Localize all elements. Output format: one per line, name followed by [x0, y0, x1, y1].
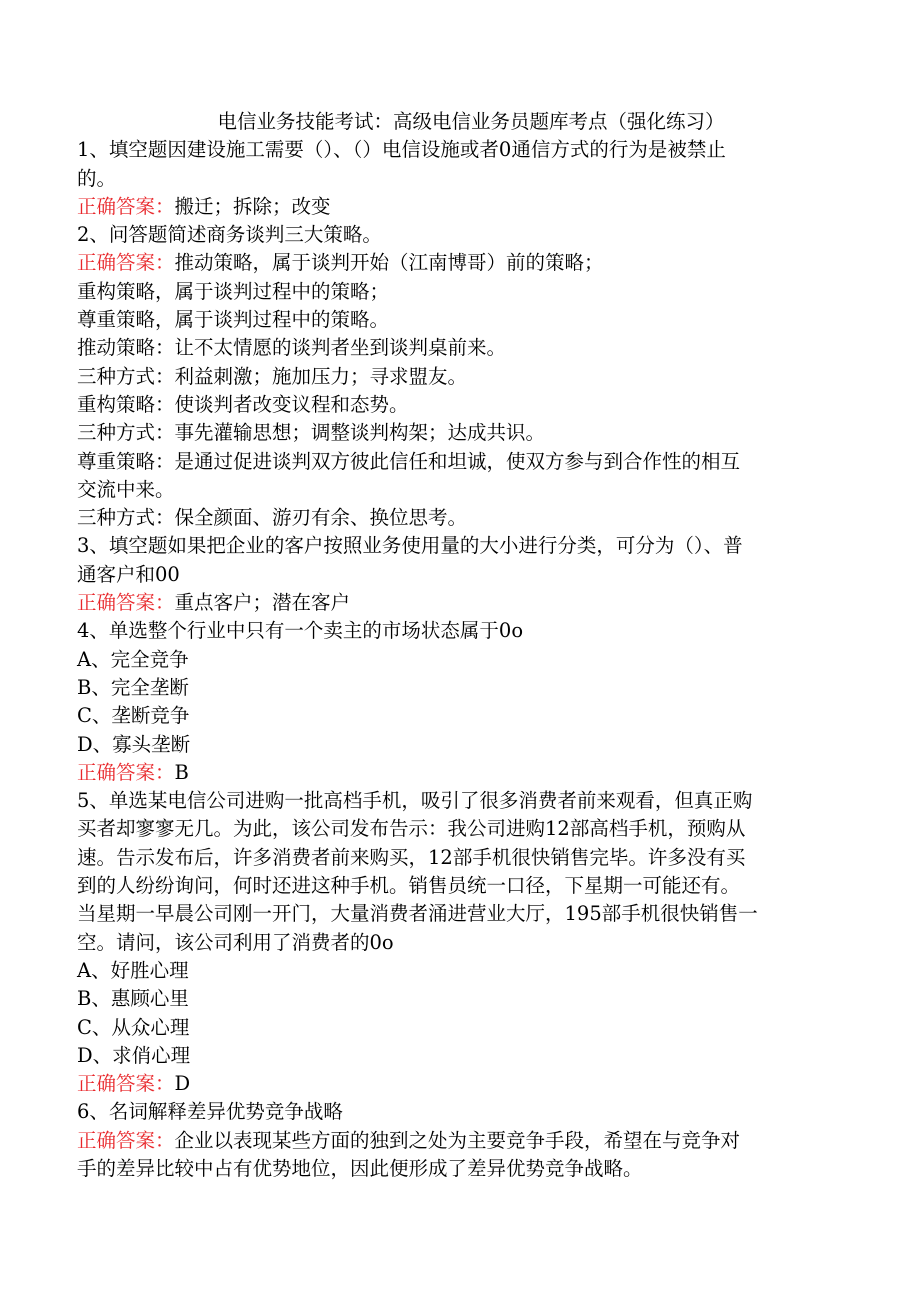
- question-stem-line: 通客户和00: [77, 562, 180, 586]
- question-stem-line: 速。告示发布后，许多消费者前来购买，12部手机很快销售完毕。许多没有买: [77, 845, 746, 869]
- question-block: [77, 532, 847, 617]
- answer-text: D: [174, 1072, 191, 1096]
- question-stem-line: 4、单选整个行业中只有一个卖主的市场状态属于0o: [77, 619, 524, 643]
- answer-label: 正确答案：: [77, 194, 175, 218]
- option-line: D、寡头垄断: [77, 732, 191, 756]
- option-line: A、完全竞争: [77, 647, 189, 671]
- answer-label: 正确答案：: [77, 760, 175, 784]
- answer-detail-line: 三种方式：事先灌输思想；调整谈判构架；达成共识。: [77, 421, 546, 445]
- answer-line: [77, 759, 847, 787]
- answer-detail-line: 尊重策略：是通过促进谈判双方彼此信任和坦诚，使双方参与到合作性的相互: [77, 449, 741, 473]
- answer-text: 重点客户；潜在客户: [174, 591, 351, 615]
- answer-detail-line: 三种方式：利益刺激；施加压力；寻求盟友。: [77, 364, 468, 388]
- question-stem-line: 1、填空题因建设施工需要（）、（）电信设施或者0通信方式的行为是被禁止: [77, 138, 726, 162]
- answer-label: 正确答案：: [77, 591, 175, 615]
- question-block: [77, 617, 847, 787]
- answer-label: 正确答案：: [77, 1128, 175, 1152]
- question-block: [77, 221, 847, 532]
- answer-line: [77, 589, 847, 617]
- answer-line: [77, 249, 847, 277]
- answer-detail-line: 交流中来。: [77, 477, 175, 501]
- question-stem-line: 当星期一早晨公司刚一开门，大量消费者涌进营业大厅，195部手机很快销售一: [77, 902, 758, 926]
- question-stem-line: 买者却寥寥无几。为此，该公司发布告示：我公司进购12部高档手机，预购从: [77, 817, 746, 841]
- option-line: B、完全垄断: [77, 675, 189, 699]
- answer-label: 正确答案：: [77, 251, 175, 275]
- option-line: B、惠顾心里: [77, 987, 189, 1011]
- answer-detail-line: 手的差异比较中占有优势地位，因此便形成了差异优势竞争战略。: [77, 1156, 643, 1180]
- question-stem-line: 到的人纷纷询问，何时还进这种手机。销售员统一口径，下星期一可能还有。: [77, 874, 741, 898]
- option-line: C、从众心理: [77, 1015, 190, 1039]
- option-line: D、求俏心理: [77, 1043, 191, 1067]
- question-stem-line: 3、填空题如果把企业的客户按照业务使用量的大小进行分类，可分为（）、普: [77, 534, 743, 558]
- document-page: [77, 108, 847, 1183]
- question-stem-line: 2、问答题简述商务谈判三大策略。: [77, 223, 382, 247]
- question-stem-line: 5、单选某电信公司进购一批高档手机，吸引了很多消费者前来观看，但真正购: [77, 789, 753, 813]
- answer-detail-line: 重构策略，属于谈判过程中的策略；: [77, 279, 390, 303]
- answer-detail-line: 尊重策略，属于谈判过程中的策略。: [77, 308, 390, 332]
- answer-text: 企业以表现某些方面的独到之处为主要竞争手段，希望在与竞争对: [174, 1128, 741, 1152]
- option-line: A、好胜心理: [77, 958, 189, 982]
- answer-detail-line: 推动策略：让不太情愿的谈判者坐到谈判桌前来。: [77, 336, 507, 360]
- question-stem-line: 的。: [77, 166, 117, 190]
- answer-line: [77, 1127, 847, 1155]
- question-block: [77, 787, 847, 1098]
- question-stem-line: 空。请问，该公司利用了消费者的0o: [77, 930, 394, 954]
- option-line: C、垄断竞争: [77, 704, 190, 728]
- answer-label: 正确答案：: [77, 1072, 175, 1096]
- answer-line: [77, 193, 847, 221]
- question-block: [77, 1098, 847, 1183]
- question-stem-line: 6、名词解释差异优势竞争战略: [77, 1100, 343, 1124]
- answer-detail-line: 重构策略：使谈判者改变议程和态势。: [77, 392, 409, 416]
- answer-text: 搬迁；拆除；改变: [174, 194, 331, 218]
- answer-text: 推动策略，属于谈判开始（江南博哥）前的策略；: [174, 251, 604, 275]
- answer-detail-line: 三种方式：保全颜面、游刃有余、换位思考。: [77, 506, 468, 530]
- question-block: [77, 136, 847, 221]
- page-title: 电信业务技能考试：高级电信业务员题库考点（强化练习）: [217, 110, 725, 133]
- answer-line: [77, 1070, 847, 1098]
- answer-text: B: [174, 760, 189, 784]
